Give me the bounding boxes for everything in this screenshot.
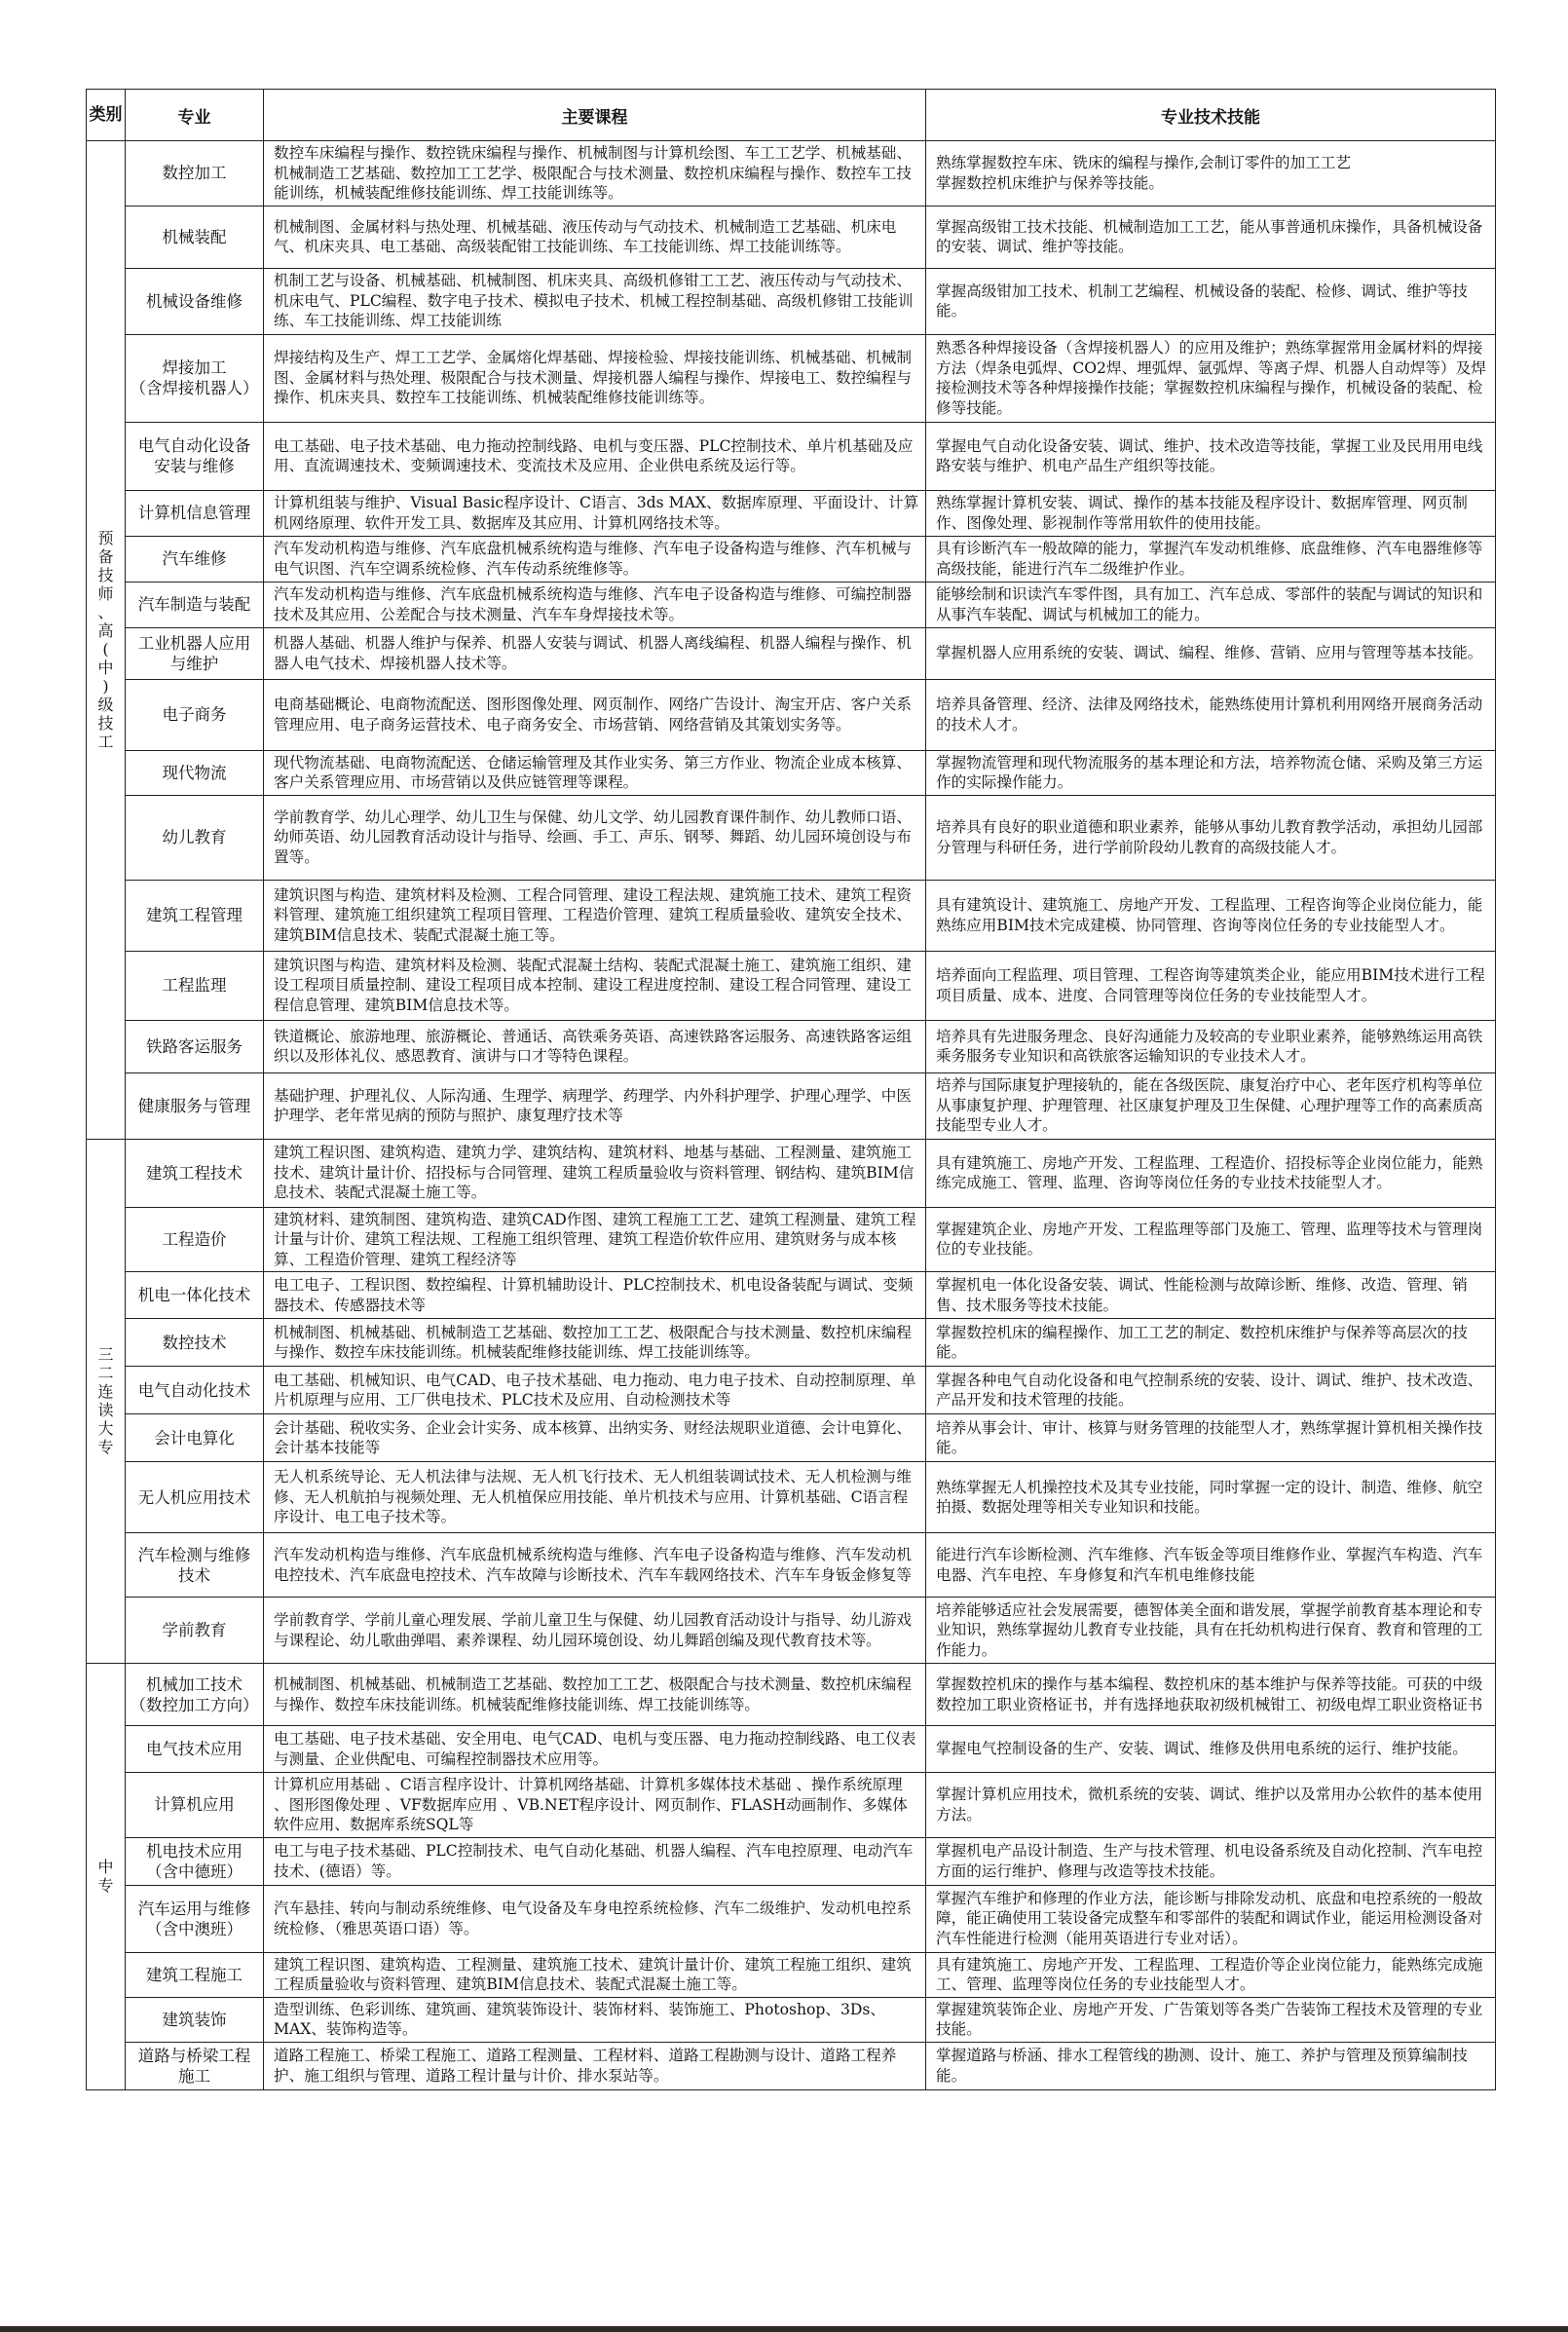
major-cell: 健康服务与管理 [126,1072,264,1139]
header-courses: 主要课程 [264,90,926,141]
courses-cell: 机械制图、金属材料与热处理、机械基础、液压传动与气动技术、机械制造工艺基础、机床电气、机床夹具、电工基础、高级装配钳工技能训练、车工技能训练、焊工技能训练等。 [264,206,926,268]
courses-cell: 会计基础、税收实务、企业会计实务、成本核算、出纳实务、财经法规职业道德、会计电算化、会计基本技能等 [264,1414,926,1462]
table-body [87,141,1496,2090]
skills-cell: 具有建筑施工、房地产开发、工程监理、工程造价等企业岗位能力，能熟练完成施工、管理、监理等岗位任务的专业技能型人才。 [926,1952,1496,1997]
courses-cell: 道路工程施工、桥梁工程施工、道路工程测量、工程材料、道路工程勘测与设计、道路工程养护、施工组织与管理、道路工程计量与计价、排水泵站等。 [264,2042,926,2089]
major-cell: 电气技术应用 [126,1726,264,1773]
table-row [87,1367,1496,1414]
skills-cell: 掌握各种电气自动化设备和电气控制系统的安装、设计、调试、维护、技术改造、产品开发和技术管理的技能。 [926,1367,1496,1414]
skills-cell: 掌握机器人应用系统的安装、调试、编程、维修、营销、应用与管理等基本技能。 [926,627,1496,679]
table-row [87,1533,1496,1598]
courses-cell: 现代物流基础、电商物流配送、仓储运输管理及其作业实务、第三方作业、物流企业成本核算、客户关系管理应用、市场营销以及供应链管理等课程。 [264,750,926,795]
bottom-rule [0,2326,1568,2332]
table-row [87,206,1496,268]
table-row [87,1272,1496,1319]
table-row [87,1072,1496,1139]
header-category: 类别 [87,90,126,141]
major-cell: 数控加工 [126,141,264,207]
table-row [87,1664,1496,1726]
skills-cell: 掌握建筑装饰企业、房地产开发、广告策划等各类广告装饰工程技术及管理的专业技能。 [926,1997,1496,2042]
skills-cell: 能够绘制和识读汽车零件图，具有加工、汽车总成、零部件的装配与调试的知识和从事汽车装配、调试与机械加工的能力。 [926,582,1496,627]
major-cell: 建筑工程管理 [126,880,264,951]
table-row [87,1997,1496,2042]
courses-cell: 汽车发动机构造与维修、汽车底盘机械系统构造与维修、汽车电子设备构造与维修、汽车机械与电气识图、汽车空调系统检修、汽车传动系统维修等。 [264,536,926,582]
skills-cell: 培养具备管理、经济、法律及网络技术，能熟练使用计算机利用网络开展商务活动的技术人才。 [926,679,1496,750]
table-row [87,1462,1496,1533]
skills-cell: 掌握物流管理和现代物流服务的基本理论和方法，培养物流仓储、采购及第三方运作的实际操作能力。 [926,750,1496,795]
major-cell: 汽车运用与维修 （含中澳班） [126,1885,264,1952]
skills-cell: 掌握电气自动化设备安装、调试、维护、技术改造等技能，掌握工业及民用用电线路安装与维护、机电产品生产组织等技能。 [926,422,1496,490]
table-row [87,1598,1496,1664]
skills-cell: 掌握电气控制设备的生产、安装、调试、维修及供用电系统的运行、维护技能。 [926,1726,1496,1773]
courses-cell: 建筑材料、建筑制图、建筑构造、建筑CAD作图、建筑工程施工工艺、建筑工程测量、建筑工程计量与计价、建筑工程法规、工程施工组织管理、建筑工程造价软件应用、建筑财务与成本核算、工程造价管理、建筑工程经济等 [264,1207,926,1272]
table-row [87,582,1496,627]
major-cell: 电子商务 [126,679,264,750]
courses-cell: 学前教育学、幼儿心理学、幼儿卫生与保健、幼儿文学、幼儿园教育课件制作、幼儿教师口语、幼师英语、幼儿园教育活动设计与指导、绘画、手工、声乐、钢琴、舞蹈、幼儿园环境创设与布置等。 [264,795,926,880]
major-cell: 汽车制造与装配 [126,582,264,627]
program-table [86,89,1496,2090]
major-cell: 工程造价 [126,1207,264,1272]
courses-cell: 基础护理、护理礼仪、人际沟通、生理学、病理学、药理学、内外科护理学、护理心理学、中医护理学、老年常见病的预防与照护、康复理疗技术等 [264,1072,926,1139]
category-cell: 中 专 [87,1664,126,2090]
courses-cell: 电工基础、电子技术基础、安全用电、电气CAD、电机与变压器、电力拖动控制线路、电工仪表与测量、企业供配电、可编程控制器技术应用等。 [264,1726,926,1773]
courses-cell: 机械制图、机械基础、机械制造工艺基础、数控加工工艺、极限配合与技术测量、数控机床编程与操作、数控车床技能训练。机械装配维修技能训练、焊工技能训练等。 [264,1319,926,1367]
skills-cell: 掌握高级钳工技术技能、机械制造加工工艺，能从事普通机床操作，具备机械设备的安装、调试、维护等技能。 [926,206,1496,268]
major-cell: 计算机应用 [126,1773,264,1838]
table-row [87,268,1496,334]
table-row [87,1319,1496,1367]
courses-cell: 汽车悬挂、转向与制动系统维修、电气设备及车身电控系统检修、汽车二级维护、发动机电控系统检修、（雅思英语口语）等。 [264,1885,926,1952]
major-cell: 机械加工技术 （数控加工方向） [126,1664,264,1726]
major-cell: 工程监理 [126,951,264,1020]
skills-cell: 具有建筑设计、建筑施工、房地产开发、工程监理、工程咨询等企业岗位能力，能熟练应用BIM技术完成建模、协同管理、咨询等岗位任务的专业技能型人才。 [926,880,1496,951]
table-row [87,1773,1496,1838]
major-cell: 汽车维修 [126,536,264,582]
major-cell: 道路与桥梁工程 施工 [126,2042,264,2089]
courses-cell: 电商基础概论、电商物流配送、图形图像处理、网页制作、网络广告设计、淘宝开店、客户关系管理应用、电子商务运营技术、电子商务安全、市场营销、网络营销及其策划实务等。 [264,679,926,750]
skills-cell: 培养与国际康复护理接轨的，能在各级医院、康复治疗中心、老年医疗机构等单位从事康复护理、护理管理、社区康复护理及卫生保健、心理护理等工作的高素质高技能型专业人才。 [926,1072,1496,1139]
table-row [87,1726,1496,1773]
table-row [87,1885,1496,1952]
courses-cell: 汽车发动机构造与维修、汽车底盘机械系统构造与维修、汽车电子设备构造与维修、汽车发动机电控技术、汽车底盘电控技术、汽车故障与诊断技术、汽车车载网络技术、汽车车身钣金修复等 [264,1533,926,1598]
table-row [87,490,1496,536]
courses-cell: 机制工艺与设备、机械基础、机械制图、机床夹具、高级机修钳工工艺、液压传动与气动技术、机床电气、PLC编程、数字电子技术、模拟电子技术、机械工程控制基础、高级机修钳工技能训练、车工技能训练、焊工技能训练 [264,268,926,334]
table-row [87,1837,1496,1885]
major-cell: 学前教育 [126,1598,264,1664]
table-row [87,2042,1496,2089]
major-cell: 数控技术 [126,1319,264,1367]
major-cell: 会计电算化 [126,1414,264,1462]
table-row [87,951,1496,1020]
skills-cell: 掌握道路与桥涵、排水工程管线的勘测、设计、施工、养护与管理及预算编制技能。 [926,2042,1496,2089]
courses-cell: 机械制图、机械基础、机械制造工艺基础、数控加工工艺、极限配合与技术测量、数控机床编程与操作、数控车床技能训练。机械装配维修技能训练、焊工技能训练等。 [264,1664,926,1726]
table-row [87,141,1496,207]
skills-cell: 具有诊断汽车一般故障的能力，掌握汽车发动机维修、底盘维修、汽车电器维修等高级技能，能进行汽车二级维护作业。 [926,536,1496,582]
major-cell: 铁路客运服务 [126,1020,264,1072]
table-row [87,1139,1496,1207]
skills-cell: 能进行汽车诊断检测、汽车维修、汽车钣金等项目维修作业、掌握汽车构造、汽车电器、汽车电控、车身修复和汽车机电维修技能 [926,1533,1496,1598]
courses-cell: 无人机系统导论、无人机法律与法规、无人机飞行技术、无人机组装调试技术、无人机检测与维修、无人机航拍与视频处理、无人机植保应用技能、单片机技术与应用、计算机基础、C语言程序设计、电工电子技术等。 [264,1462,926,1533]
courses-cell: 电工基础、电子技术基础、电力拖动控制线路、电机与变压器、PLC控制技术、单片机基础及应用、直流调速技术、变频调速技术、变流技术及应用、企业供电系统及运行等。 [264,422,926,490]
skills-cell: 掌握机电一体化设备安装、调试、性能检测与故障诊断、维修、改造、管理、销售、技术服务等技术技能。 [926,1272,1496,1319]
major-cell: 建筑装饰 [126,1997,264,2042]
skills-cell: 培养能够适应社会发展需要，德智体美全面和谐发展，掌握学前教育基本理论和专业知识，熟练掌握幼儿教育专业技能，具有在托幼机构进行保育、教育和管理的工作能力。 [926,1598,1496,1664]
courses-cell: 汽车发动机构造与维修、汽车底盘机械系统构造与维修、汽车电子设备构造与维修、可编控制器技术及其应用、公差配合与技术测量、汽车车身焊接技术等。 [264,582,926,627]
header-major: 专业 [126,90,264,141]
courses-cell: 电工与电子技术基础、PLC控制技术、电气自动化基础、机器人编程、汽车电控原理、电动汽车技术、(德语）等。 [264,1837,926,1885]
category-cell: 预 备 技 师 、 高 ( 中 ) 级 技 工 [87,141,126,1140]
courses-cell: 计算机组装与维护、Visual Basic程序设计、C语言、3ds MAX、数据库原理、平面设计、计算机网络原理、软件开发工具、数据库及其应用、计算机网络技术等。 [264,490,926,536]
skills-cell: 熟练掌握无人机操控技术及其专业技能，同时掌握一定的设计、制造、维修、航空拍摄、数据处理等相关专业知识和技能。 [926,1462,1496,1533]
major-cell: 机电一体化技术 [126,1272,264,1319]
major-cell: 工业机器人应用 与维护 [126,627,264,679]
table-row [87,1952,1496,1997]
courses-cell: 机器人基础、机器人维护与保养、机器人安装与调试、机器人离线编程、机器人编程与操作、机器人电气技术、焊接机器人技术等。 [264,627,926,679]
category-cell: 三 二 连 读 大 专 [87,1139,126,1664]
skills-cell: 熟悉各种焊接设备（含焊接机器人）的应用及维护；熟练掌握常用金属材料的焊接方法（焊条电弧焊、CO2焊、埋弧焊、氩弧焊、等离子焊、机器人自动焊等）及焊接检测技术等各种焊接操作技能；掌握数控机床编程与操作，机械设备的装配、检修等技能。 [926,334,1496,422]
courses-cell: 电工基础、机械知识、电气CAD、电子技术基础、电力拖动、电力电子技术、自动控制原理、单片机原理与应用、工厂供电技术、PLC技术及应用、自动检测技术等 [264,1367,926,1414]
table-row [87,795,1496,880]
header-skills: 专业技术技能 [926,90,1496,141]
courses-cell: 电工电子、工程识图、数控编程、计算机辅助设计、PLC控制技术、机电设备装配与调试、变频器技术、传感器技术等 [264,1272,926,1319]
major-cell: 焊接加工 （含焊接机器人） [126,334,264,422]
skills-cell: 培养具有先进服务理念、良好沟通能力及较高的专业职业素养，能够熟练运用高铁乘务服务专业知识和高铁旅客运输知识的专业技术人才。 [926,1020,1496,1072]
courses-cell: 焊接结构及生产、焊工工艺学、金属熔化焊基础、焊接检验、焊接技能训练、机械基础、机械制图、金属材料与热处理、极限配合与技术测量、焊接机器人编程与操作、焊接电工、数控编程与操作、机床夹具、数控车工技能训练、机械装配维修技能训练等。 [264,334,926,422]
skills-cell: 熟练掌握计算机安装、调试、操作的基本技能及程序设计、数据库管理、网页制作、图像处理、影视制作等常用软件的使用技能。 [926,490,1496,536]
courses-cell: 建筑工程识图、建筑构造、建筑力学、建筑结构、建筑材料、地基与基础、工程测量、建筑施工技术、建筑计量计价、招投标与合同管理、建筑工程质量验收与资料管理、钢结构、建筑BIM信息技术、装配式混凝土施工等。 [264,1139,926,1207]
skills-cell: 掌握高级钳加工技术、机制工艺编程、机械设备的装配、检修、调试、维护等技能。 [926,268,1496,334]
major-cell: 建筑工程技术 [126,1139,264,1207]
courses-cell: 计算机应用基础 、C语言程序设计、计算机网络基础、计算机多媒体技术基础 、操作系统原理 、图形图像处理 、VF数据库应用 、VB.NET程序设计、网页制作、FLASH动画制作、多媒体软件应用、数据库系统SQL等 [264,1773,926,1838]
major-cell: 电气自动化设备 安装与维修 [126,422,264,490]
table-row [87,750,1496,795]
major-cell: 无人机应用技术 [126,1462,264,1533]
major-cell: 幼儿教育 [126,795,264,880]
courses-cell: 数控车床编程与操作、数控铣床编程与操作、机械制图与计算机绘图、车工工艺学、机械基础、机械制造工艺基础、数控加工工艺学、极限配合与技术测量、数控机床编程与操作、数控车工技能训练，机械装配维修技能训练、焊工技能训练等。 [264,141,926,207]
major-cell: 机械装配 [126,206,264,268]
major-cell: 建筑工程施工 [126,1952,264,1997]
table-row [87,679,1496,750]
major-cell: 现代物流 [126,750,264,795]
major-cell: 机电技术应用 （含中德班） [126,1837,264,1885]
table-row [87,422,1496,490]
skills-cell: 掌握机电产品设计制造、生产与技术管理、机电设备系统及自动化控制、汽车电控方面的运行维护、修理与改造等技术技能。 [926,1837,1496,1885]
skills-cell: 培养面向工程监理、项目管理、工程咨询等建筑类企业，能应用BIM技术进行工程项目质量、成本、进度、合同管理等岗位任务的专业技能型人才。 [926,951,1496,1020]
courses-cell: 学前教育学、学前儿童心理发展、学前儿童卫生与保健、幼儿园教育活动设计与指导、幼儿游戏与课程论、幼儿歌曲弹唱、素养课程、幼儿园环境创设、幼儿舞蹈创编及现代教育技术等。 [264,1598,926,1664]
courses-cell: 建筑识图与构造、建筑材料及检测、工程合同管理、建设工程法规、建筑施工技术、建筑工程资料管理、建筑施工组织建筑工程项目管理、工程造价管理、建筑工程质量验收、建筑安全技术、建筑BIM信息技术、装配式混凝土施工等。 [264,880,926,951]
major-cell: 电气自动化技术 [126,1367,264,1414]
skills-cell: 掌握汽车维护和修理的作业方法，能诊断与排除发动机、底盘和电控系统的一般故障，能正确使用工装设备完成整车和零部件的装配和调试作业，能运用检测设备对汽车性能进行检测（能用英语进行专业对话）。 [926,1885,1496,1952]
table-row [87,1414,1496,1462]
table-row [87,1207,1496,1272]
courses-cell: 建筑工程识图、建筑构造、工程测量、建筑施工技术、建筑计量计价、建筑工程施工组织、建筑工程质量验收与资料管理、建筑BIM信息技术、装配式混凝土施工等。 [264,1952,926,1997]
skills-cell: 掌握建筑企业、房地产开发、工程监理等部门及施工、管理、监理等技术与管理岗位的专业技能。 [926,1207,1496,1272]
skills-cell: 培养从事会计、审计、核算与财务管理的技能型人才，熟练掌握计算机相关操作技能。 [926,1414,1496,1462]
table-header-row [87,90,1496,141]
table-row [87,880,1496,951]
major-cell: 汽车检测与维修 技术 [126,1533,264,1598]
skills-cell: 掌握数控机床的编程操作、加工工艺的制定、数控机床维护与保养等高层次的技能。 [926,1319,1496,1367]
courses-cell: 建筑识图与构造、建筑材料及检测、装配式混凝土结构、装配式混凝土施工、建筑施工组织、建设工程项目质量控制、建设工程项目成本控制、建设工程进度控制、建设工程合同管理、建设工程信息管理、建筑BIM信息技术等。 [264,951,926,1020]
courses-cell: 铁道概论、旅游地理、旅游概论、普通话、高铁乘务英语、高速铁路客运服务、高速铁路客运组织以及形体礼仪、感恩教育、演讲与口才等特色课程。 [264,1020,926,1072]
major-cell: 机械设备维修 [126,268,264,334]
table-row [87,536,1496,582]
skills-cell: 具有建筑施工、房地产开发、工程监理、工程造价、招投标等企业岗位能力，能熟练完成施工、管理、监理、咨询等岗位任务的专业技术技能型人才。 [926,1139,1496,1207]
skills-cell: 掌握数控机床的操作与基本编程、数控机床的基本维护与保养等技能。可获的中级数控加工职业资格证书，并有选择地获取初级机械钳工、初级电焊工职业资格证书 [926,1664,1496,1726]
skills-cell: 掌握计算机应用技术，微机系统的安装、调试、维护以及常用办公软件的基本使用方法。 [926,1773,1496,1838]
table-row [87,1020,1496,1072]
skills-cell: 熟练掌握数控车床、铣床的编程与操作,会制订零件的加工工艺 掌握数控机床维护与保养等技能。 [926,141,1496,207]
table-row [87,627,1496,679]
table-row [87,334,1496,422]
skills-cell: 培养具有良好的职业道德和职业素养，能够从事幼儿教育教学活动，承担幼儿园部分管理与科研任务，进行学前阶段幼儿教育的高级技能人才。 [926,795,1496,880]
major-cell: 计算机信息管理 [126,490,264,536]
courses-cell: 造型训练、色彩训练、建筑画、建筑装饰设计、装饰材料、装饰施工、Photoshop、3Ds、MAX、装饰构造等。 [264,1997,926,2042]
